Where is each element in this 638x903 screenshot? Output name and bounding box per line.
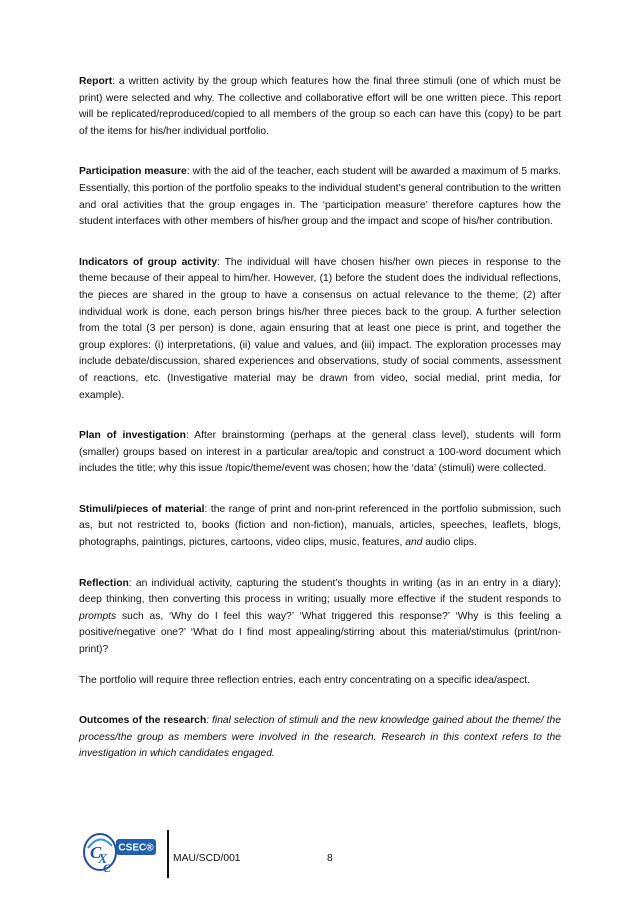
cxc-csec-logo: [82, 828, 160, 876]
stimuli-tail: audio clips.: [422, 537, 477, 549]
indicators-term: Indicators of group activity: [79, 256, 218, 268]
page-footer: [0, 818, 638, 903]
participation-term: Participation measure: [79, 166, 187, 178]
plan-text: : After brainstorming (perhaps at the general class level), students will form (smaller) groups based on interest in a particular area/topic and construct a 100-word document which includes the title; why this issue /topic/theme/event was chosen; how the ‘data’ (stimuli) were collected.: [79, 430, 561, 475]
stimuli-text: : the range of print and non-print referenced in the portfolio submission, such as, but not restricted to, books (fiction and non-fiction), manuals, articles, speeches, leaflets, blogs, photographs, paintings, pictures, cartoons, video clips, music, features,: [79, 503, 561, 549]
stimuli-italic: and: [405, 537, 423, 549]
participation-paragraph: [79, 164, 561, 230]
outcomes-term: Outcomes of the research: [79, 715, 207, 727]
reflection-note: The portfolio will require three reflection entries, each entry concentrating on a specific idea/aspect.: [79, 674, 531, 686]
stimuli-term: Stimuli/pieces of material: [79, 503, 205, 515]
reflection-tail: such as, ‘Why do I feel this way?’ ‘What triggered this response?’ ‘Why is this feeling a positive/negative one?’ ‘What do I find most appealing/stirring about this material/stimulus (print/non-print)?: [79, 610, 561, 656]
svg-text:C: C: [103, 861, 112, 875]
plan-term: Plan of investigation: [79, 430, 186, 442]
participation-text: : with the aid of the teacher, each student will be awarded a maximum of 5 marks. Essentially, this portion of the portfolio speaks to the individual student’s general contribution to the written and oral activities that the group engages in. The ‘participation measure’ therefore captures how the student interfaces with other members of his/her group and the impact and scope of his/her contribution.: [79, 166, 561, 228]
csec-logo-text: CSEC®: [118, 842, 154, 854]
document-code: MAU/SCD/001: [173, 853, 241, 864]
report-paragraph: [79, 74, 561, 140]
stimuli-paragraph: [79, 502, 561, 552]
reflection-term: Reflection: [79, 577, 129, 589]
plan-paragraph: [79, 428, 561, 478]
reflection-text: : an individual activity, capturing the student’s thoughts in writing (as in an entry in a diary); deep thinking, then converting this process in writing; usually more effective if the student responds to: [79, 577, 561, 606]
svg-text:X: X: [98, 852, 108, 867]
outcomes-paragraph: [79, 713, 561, 763]
reflection-italic: prompts: [79, 610, 117, 622]
report-text: : a written activity by the group which features how the final three stimuli (one of which must be print) were selected and why. The collective and collaborative effort will be one written piece. This report will be replicated/reproduced/copied to all members of the group so each can have this (copy) to be part of the items for his/her individual portfolio.: [79, 76, 561, 137]
footer-divider: [167, 830, 169, 878]
page-content: [79, 74, 561, 763]
report-term: Report: [79, 76, 113, 87]
indicators-paragraph: [79, 255, 561, 404]
indicators-text: : The individual will have chosen his/her own pieces in response to the theme because of their appeal to him/her. However, (1) before the student does the individual reflections, the pieces are shared in the group to have a consensus on actual relevance to the theme; (2) after individual work is done, each person brings his/her three pieces back to the group. A further selection from the total (3 per person) is done, again ensuring that at least one piece is print, and together the group explores: (i) interpretations, (ii) value and values, and (iii) impact. The exploration processes may include debate/discussion, shared experiences and observations, study of social comments, assessment of reactions, etc. (Investigative material may be drawn from video, social medial, print media, for example).: [79, 256, 561, 401]
svg-text:C: C: [90, 843, 102, 862]
outcomes-text: : final selection of stimuli and the new knowledge gained about the theme/ the process/the group as members were involved in the research. Research in this context refers to the investigation in which candidates engaged.: [79, 715, 561, 760]
page-number: 8: [327, 853, 333, 864]
reflection-paragraph: [79, 576, 561, 659]
